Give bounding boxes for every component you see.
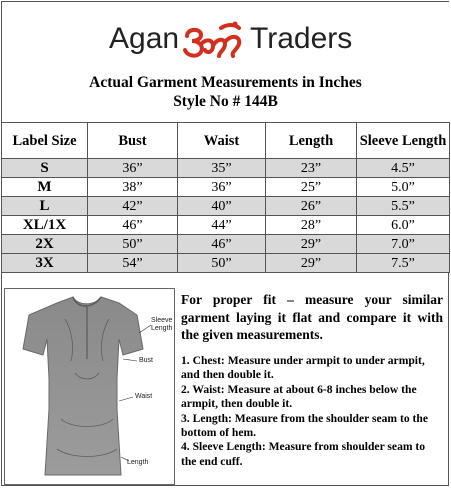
fit-intro: For proper fit – measure your similar garment laying it flat and compare it with the given measurements.	[181, 292, 443, 342]
table-row	[2, 235, 450, 254]
size-label: L	[2, 197, 88, 216]
step-sleeve-length: 4. Sleeve Length: Measure from shoulder seam to the end cuff.	[181, 440, 426, 468]
sleeve-value: 4.5”	[357, 159, 450, 178]
waist-value: 36”	[178, 178, 266, 197]
waist-value: 50”	[178, 254, 266, 273]
steps-list	[181, 354, 443, 469]
page-title: Actual Garment Measurements in Inches	[89, 74, 362, 91]
length-value: 29”	[266, 254, 357, 273]
header-label-size: Label Size	[2, 123, 88, 159]
length-value: 25”	[266, 178, 357, 197]
length-value: 29”	[266, 235, 357, 254]
table-row	[2, 197, 450, 216]
garment-illustration	[5, 289, 174, 484]
om-symbol-icon	[179, 20, 249, 62]
sleeve-value: 5.0”	[357, 178, 450, 197]
bust-value: 38”	[88, 178, 178, 197]
sleeve-value: 6.0”	[357, 216, 450, 235]
waist-label: Waist	[135, 393, 153, 400]
waist-value: 35”	[178, 159, 266, 178]
header-waist: Waist	[178, 123, 266, 159]
size-label: XL/1X	[2, 216, 88, 235]
sleeve-value: 7.0”	[357, 235, 450, 254]
sleeve-length-label: Sleeve Length	[151, 317, 173, 332]
size-label: 3X	[2, 254, 88, 273]
waist-value: 40”	[178, 197, 266, 216]
step-chest: 1. Chest: Measure under armpit to under armpit, and then double it.	[181, 354, 425, 382]
size-label: 2X	[2, 235, 88, 254]
bust-value: 36”	[88, 159, 178, 178]
bust-value: 46”	[88, 216, 178, 235]
length-value: 28”	[266, 216, 357, 235]
garment-image	[4, 288, 175, 485]
brand-word-1: Agan	[109, 22, 180, 55]
header-length: Length	[266, 123, 357, 159]
instructions	[178, 288, 448, 485]
bust-label: Bust	[139, 357, 154, 364]
table-row	[2, 178, 450, 197]
step-length: 3. Length: Measure from the shoulder seam to the bottom of hem.	[181, 411, 428, 440]
measure-guide	[1, 284, 450, 487]
bust-value: 50”	[88, 235, 178, 254]
brand-word-2: Traders	[250, 22, 353, 55]
table-row	[2, 254, 450, 273]
header-bust: Bust	[88, 123, 178, 159]
waist-value: 46”	[178, 235, 266, 254]
size-label: S	[2, 159, 88, 178]
sleeve-value: 5.5”	[357, 197, 450, 216]
bust-value: 54”	[88, 254, 178, 273]
header	[2, 2, 449, 122]
step-waist: 2. Waist: Measure at about 6-8 inches below the armpit, then double it.	[181, 382, 417, 411]
length-value: 23”	[266, 159, 357, 178]
table-header-row	[2, 123, 450, 159]
header-sleeve-length: Sleeve Length	[357, 123, 450, 159]
size-label: M	[2, 178, 88, 197]
length-value: 26”	[266, 197, 357, 216]
style-number: Style No # 144B	[173, 93, 278, 110]
bust-value: 42”	[88, 197, 178, 216]
length-label: Length	[127, 459, 149, 466]
brand-logo	[2, 20, 449, 64]
waist-value: 44”	[178, 216, 266, 235]
table-row	[2, 159, 450, 178]
size-table	[1, 122, 450, 273]
sleeve-value: 7.5”	[357, 254, 450, 273]
table-row	[2, 216, 450, 235]
